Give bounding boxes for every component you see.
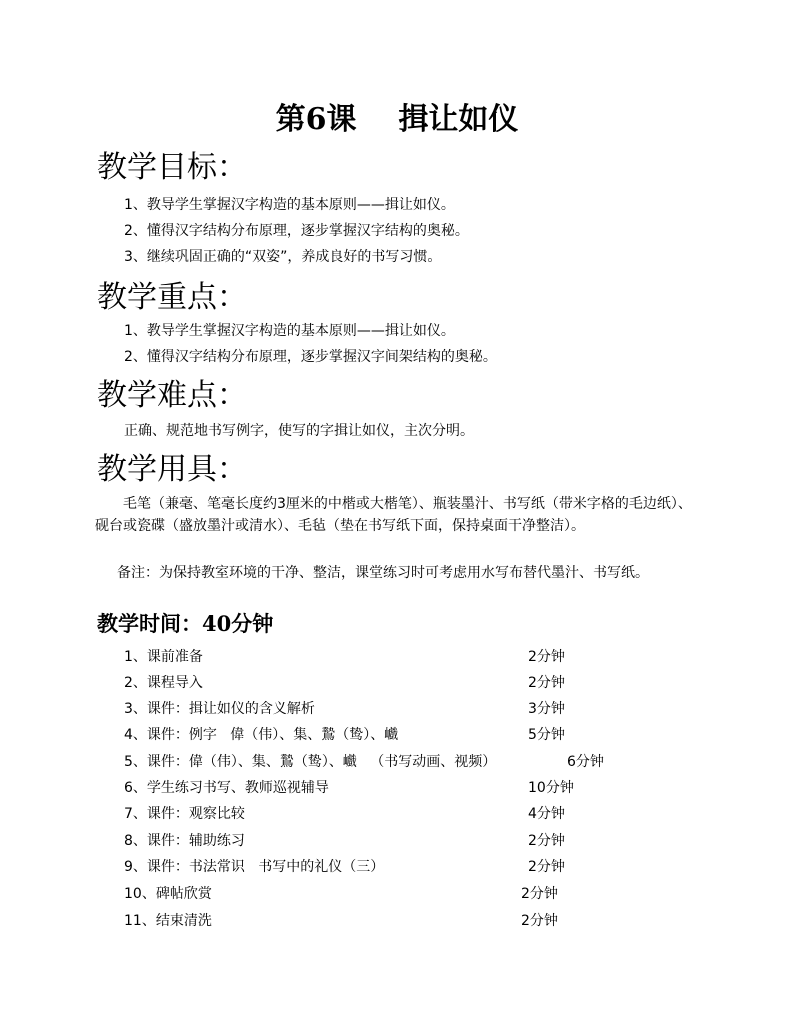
lesson-title: 第6课 揖让如仪 — [275, 102, 519, 137]
difficulties-text: 正确、规范地书写例字，使写的字揖让如仪，主次分明。 — [124, 423, 474, 439]
difficulties-heading: 教学难点： — [97, 378, 247, 413]
objective-item: 2、懂得汉字结构分布原理，逐步掌握汉字结构的奥秘。 — [124, 223, 469, 239]
schedule-row — [0, 777, 794, 799]
schedule-duration: 2分钟 — [521, 913, 558, 929]
schedule-item: 10、碑帖欣赏 — [124, 886, 212, 902]
schedule-item: 4、课件：例字 偉（伟）、集、鷙（鸷）、巇 — [124, 727, 399, 743]
schedule-item: 3、课件：揖让如仪的含义解析 — [124, 701, 315, 717]
schedule-item: 2、课程导入 — [124, 675, 203, 691]
schedule-duration: 2分钟 — [528, 649, 565, 665]
schedule-row — [0, 672, 794, 694]
key-point-item: 1、教导学生掌握汉字构造的基本原则——揖让如仪。 — [124, 323, 455, 339]
schedule-row — [0, 698, 794, 720]
schedule-duration: 2分钟 — [528, 833, 565, 849]
schedule-duration: 2分钟 — [521, 886, 558, 902]
tools-text: 毛笔（兼毫、笔毫长度约3厘米的中楷或大楷笔）、瓶装墨汁、书写纸（带米字格的毛边纸）、砚台或瓷碟（盛放墨汁或清水）、毛毡（垫在书写纸下面，保持桌面干净整洁）。 — [95, 496, 692, 534]
schedule-duration: 4分钟 — [528, 806, 565, 822]
schedule-row — [0, 803, 794, 825]
schedule-duration: 3分钟 — [528, 701, 565, 717]
schedule-row — [0, 751, 794, 773]
schedule-item: 8、课件：辅助练习 — [124, 833, 245, 849]
schedule-row — [0, 724, 794, 746]
schedule-duration: 5分钟 — [528, 727, 565, 743]
schedule-item: 7、课件：观察比较 — [124, 806, 245, 822]
key-point-item: 2、懂得汉字结构分布原理，逐步掌握汉字间架结构的奥秘。 — [124, 349, 497, 365]
schedule-item: 1、课前准备 — [124, 649, 203, 665]
tools-heading: 教学用具： — [97, 452, 247, 487]
objective-item: 3、继续巩固正确的“双姿”，养成良好的书写习惯。 — [124, 249, 442, 265]
schedule-row — [0, 646, 794, 668]
schedule-row — [0, 883, 794, 905]
schedule-row — [0, 856, 794, 878]
schedule-item: 5、课件：偉（伟）、集、鷙（鸷）、巇 （书写动画、视频） — [124, 754, 497, 770]
schedule-duration: 2分钟 — [528, 675, 565, 691]
key-points-heading: 教学重点： — [97, 280, 247, 315]
schedule-item: 9、课件：书法常识 书写中的礼仪（三） — [124, 859, 385, 875]
objective-item: 1、教导学生掌握汉字构造的基本原则——揖让如仪。 — [124, 197, 455, 213]
schedule-duration: 10分钟 — [528, 780, 574, 796]
schedule-duration: 2分钟 — [528, 859, 565, 875]
schedule-row — [0, 910, 794, 932]
objectives-heading: 教学目标： — [97, 150, 247, 185]
schedule-duration: 6分钟 — [567, 754, 604, 770]
tools-note: 备注：为保持教室环境的干净、整洁，课堂练习时可考虑用水写布替代墨汁、书写纸。 — [117, 565, 649, 581]
schedule-item: 11、结束清洗 — [124, 913, 212, 929]
schedule-item: 6、学生练习书写、教师巡视辅导 — [124, 780, 329, 796]
time-heading: 教学时间：40分钟 — [97, 611, 274, 636]
schedule-row — [0, 830, 794, 852]
